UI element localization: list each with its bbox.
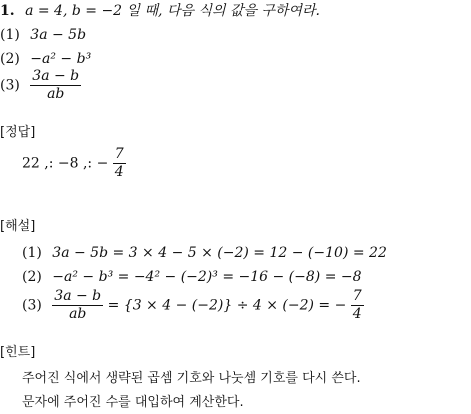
answer-header: [정답] [0, 125, 36, 140]
item-3-label: (3) [0, 77, 20, 94]
answer-line [22, 146, 126, 181]
item-2 [0, 50, 91, 68]
item-3-denominator: ab [47, 86, 65, 102]
solution-3-fraction [52, 288, 103, 323]
solution-line-3 [22, 288, 364, 323]
solution-3-result-fraction [351, 288, 364, 323]
solution-3-denominator: ab [69, 306, 87, 322]
solution-2-label: (2) [22, 269, 42, 285]
answer-fraction [113, 146, 126, 181]
solution-1-label: (1) [22, 245, 42, 261]
solution-3-numerator: 3a − b [54, 288, 102, 304]
item-1-expr: 3a − 5b [30, 27, 87, 43]
solution-3-mid: = {3 × 4 − (−2)} ÷ 4 × (−2) = − [107, 297, 347, 314]
solution-2-expr: −a² − b³ = −4² − (−2)³ = −16 − (−8) = −8 [52, 269, 362, 285]
solution-1-expr: 3a − 5b = 3 × 4 − 5 × (−2) = 12 − (−10) = 22 [52, 245, 387, 261]
item-2-expr: −a² − b³ [30, 51, 92, 67]
item-1 [0, 26, 86, 44]
problem-statement: a = 4, b = −2 일 때, 다음 식의 값을 구하여라. [25, 3, 320, 19]
solution-3-result-numerator: 7 [352, 288, 362, 304]
answer-denominator: 4 [114, 164, 124, 180]
hint-header: [힌트] [0, 345, 36, 360]
item-3-numerator: 3a − b [32, 68, 80, 84]
problem-number: 1. [0, 3, 15, 19]
answer-numerator: 7 [114, 146, 124, 162]
hint-line-2: 문자에 주어진 수를 대입하여 계산한다. [22, 395, 244, 410]
solution-3-result-denominator: 4 [352, 306, 362, 322]
item-2-label: (2) [0, 51, 20, 67]
problem-statement-line [0, 2, 320, 20]
item-1-label: (1) [0, 27, 20, 43]
hint-line-1: 주어진 식에서 생략된 곱셈 기호와 나눗셈 기호를 다시 쓴다. [22, 371, 361, 386]
solution-3-label: (3) [22, 297, 42, 314]
answer-lead: 22 ,: −8 ,: − [22, 155, 109, 172]
item-3 [0, 68, 81, 103]
solution-line-1 [22, 244, 387, 262]
item-3-fraction [30, 68, 81, 103]
solution-header: [해설] [0, 219, 36, 234]
solution-line-2 [22, 268, 362, 286]
